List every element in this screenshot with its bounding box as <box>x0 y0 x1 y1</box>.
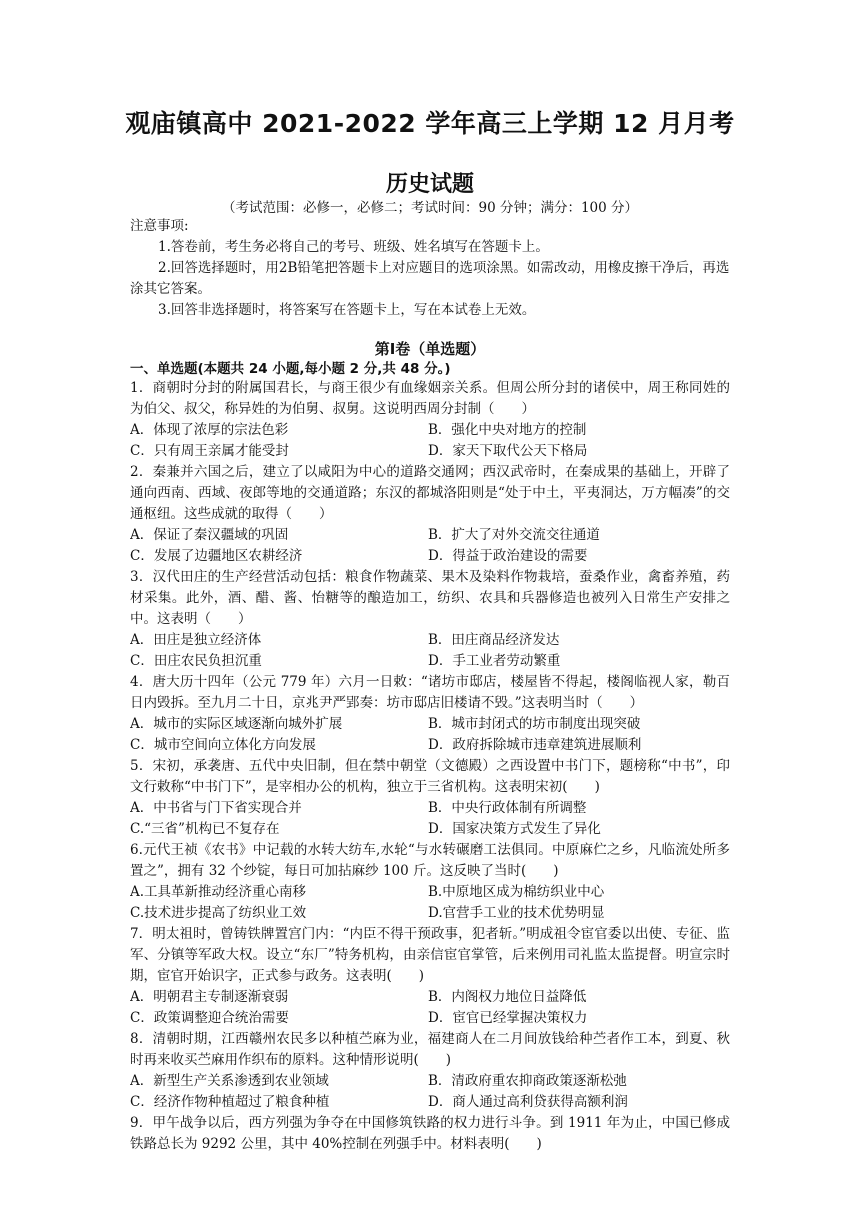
option-grid <box>130 987 730 1029</box>
volume-title: 第Ⅰ卷（单选题） <box>374 340 486 358</box>
question-8 <box>130 1029 730 1113</box>
option-D: D．商人通过高利贷获得高额利润 <box>428 1094 628 1110</box>
option-B: B.中原地区成为棉纺织业中心 <box>428 884 605 900</box>
option-C: C.技术进步提高了纺织业工效 <box>130 905 307 921</box>
notes-heading: 注意事项: <box>130 218 189 234</box>
question-stem: 9．甲午战争以后，西方列强为争夺在中国修筑铁路的权力进行斗争。到 1911 年为止，中国已修成铁路总长为 9292 公里，其中 40%控制在列强手中。材料表明( ) <box>130 1115 730 1152</box>
question-stem: 1．商朝时分封的附属国君长，与商王很少有血缘姻亲关系。但周公所分封的诸侯中，周王称同姓的为伯父、叔父，称异姓的为伯舅、叔舅。这说明西周分封制（ ） <box>130 380 730 417</box>
question-list <box>130 378 730 1155</box>
option-A: A.工具革新推动经济重心南移 <box>130 884 307 900</box>
option-D: D．得益于政治建设的需要 <box>428 548 588 564</box>
option-A: A．新型生产关系渗透到农业领域 <box>130 1073 329 1089</box>
option-B: B．城市封闭式的坊市制度出现突破 <box>428 716 641 732</box>
question-stem: 3．汉代田庄的生产经营活动包括：粮食作物蔬菜、果木及染料作物栽培，蚕桑作业，禽畜养殖，药材采集。此外，酒、醋、酱、怡糖等的酿造加工，纺织、农具和兵器修造也被列入日常生产安排之中。这表明（ ） <box>130 569 730 627</box>
question-3 <box>130 567 730 672</box>
option-grid <box>130 882 730 924</box>
option-D: D．政府拆除城市违章建筑进展顺利 <box>428 737 642 753</box>
option-C: C.“三省”机构已不复存在 <box>130 821 280 837</box>
option-grid <box>130 525 730 567</box>
option-A: A．城市的实际区域逐渐向城外扩展 <box>130 716 343 732</box>
option-B: B．内阁权力地位日益降低 <box>428 989 587 1005</box>
option-B: B．中央行政体制有所调整 <box>428 800 587 816</box>
notes-block <box>130 216 730 321</box>
notes-item: 3.回答非选择题时，将答案写在答题卡上，写在本试卷上无效。 <box>158 302 536 318</box>
option-A: A．体现了浓厚的宗法色彩 <box>130 422 289 438</box>
option-B: B．清政府重农抑商政策逐渐松弛 <box>428 1073 627 1089</box>
option-A: A．明朝君主专制逐渐衰弱 <box>130 989 289 1005</box>
option-C: C．只有周王亲属才能受封 <box>130 443 289 459</box>
question-2 <box>130 462 730 567</box>
option-B: B．强化中央对地方的控制 <box>428 422 587 438</box>
question-9 <box>130 1113 730 1155</box>
option-C: C．发展了边疆地区农耕经济 <box>130 548 303 564</box>
question-stem: 8．清朝时期，江西赣州农民多以种植苎麻为业，福建商人在二月间放钱给种苎者作工本，到夏、秋时再来收买苎麻用作织布的原料。这种情形说明( ) <box>130 1031 730 1068</box>
option-D: D．家天下取代公天下格局 <box>428 443 588 459</box>
exam-scope: （考试范围：必修一，必修二；考试时间：90 分钟；满分：100 分） <box>221 200 639 216</box>
notes-item: 1.答卷前，考生务必将自己的考号、班级、姓名填写在答题卡上。 <box>158 239 549 255</box>
question-5 <box>130 756 730 840</box>
question-stem: 4．唐大历十四年（公元 779 年）六月一日敕：“诸坊市邸店，楼屋皆不得起，楼阁临视人家，勒百日内毁拆。至九月二十日，京兆尹严郢奏：坊市邸店旧楼请不毁。”这表明当时（ ） <box>130 674 730 711</box>
question-stem: 5．宋初，承袭唐、五代中央旧制，但在禁中朝堂（文德殿）之西设置中书门下，题榜称“中书”，印文行敕称“中书门下”，是宰相办公的机构，独立于三省机构。这表明宋初( ) <box>130 758 730 795</box>
section-title: 一、单选题(本题共 24 小题,每小题 2 分,共 48 分。) <box>130 361 451 377</box>
option-D: D．宦官已经掌握决策权力 <box>428 1010 588 1026</box>
option-D: D.官营手工业的技术优势明显 <box>428 905 605 921</box>
option-grid <box>130 1071 730 1113</box>
option-B: B．田庄商品经济发达 <box>428 632 560 648</box>
question-stem: 7．明太祖时，曾铸铁牌置宫门内：“内臣不得干预政事，犯者斩。”明成祖令宦官委以出使、专征、监军、分镇等军政大权。设立“东厂”特务机构，由亲信宦官掌管，后来例用司礼监太监提督。明宣宗时期，宦官开始识字，正式参与政务。这表明( ) <box>130 926 730 984</box>
option-D: D．手工业者劳动繁重 <box>428 653 561 669</box>
option-grid <box>130 630 730 672</box>
option-grid <box>130 420 730 462</box>
option-D: D．国家决策方式发生了异化 <box>428 821 601 837</box>
question-7 <box>130 924 730 1029</box>
question-stem: 6.元代王祯《农书》中记载的水转大纺车,水轮“与水转碾磨工法俱同。中原麻伫之乡，凡临流处所多置之”，拥有 32 个纱锭，每日可加拈麻纱 100 斤。这反映了当时( ) <box>130 842 730 879</box>
question-6 <box>130 840 730 924</box>
option-grid <box>130 798 730 840</box>
option-A: A．中书省与门下省实现合并 <box>130 800 302 816</box>
option-C: C．田庄农民负担沉重 <box>130 653 262 669</box>
option-B: B．扩大了对外交流交往通道 <box>428 527 600 543</box>
option-C: C．城市空间向立体化方向发展 <box>130 737 316 753</box>
option-A: A．保证了秦汉疆域的巩固 <box>130 527 289 543</box>
question-1 <box>130 378 730 462</box>
notes-item: 2.回答选择题时，用2B铅笔把答题卡上对应题目的选项涂黑。如需改动，用橡皮擦干净后，再选涂其它答案。 <box>130 260 730 297</box>
option-C: C．政策调整迎合统治需要 <box>130 1010 289 1026</box>
exam-title: 观庙镇高中 2021-2022 学年高三上学期 12 月月考 <box>125 109 735 138</box>
question-stem: 2．秦兼并六国之后，建立了以咸阳为中心的道路交通网；西汉武帝时，在秦成果的基础上，开辟了通向西南、西域、夜郎等地的交通道路；东汉的都城洛阳则是“处于中土，平夷洞达，万方幅凑”的交通枢纽。这些成就的取得（ ） <box>130 464 730 522</box>
option-C: C．经济作物种植超过了粮食种植 <box>130 1094 330 1110</box>
option-grid <box>130 714 730 756</box>
option-A: A．田庄是独立经济体 <box>130 632 262 648</box>
exam-subtitle: 历史试题 <box>385 172 474 197</box>
question-4 <box>130 672 730 756</box>
